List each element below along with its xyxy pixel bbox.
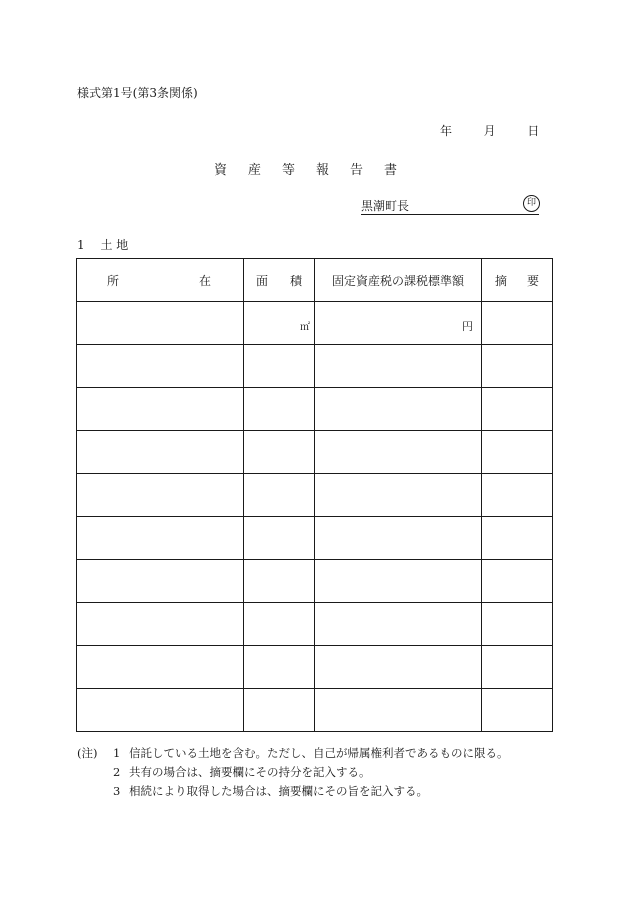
land-assets-table [76,258,553,732]
cell-location[interactable] [77,517,244,560]
header-area [244,259,315,302]
notes-section [77,744,509,801]
cell-tax-value[interactable] [315,560,482,603]
header-remarks [482,259,553,302]
cell-location[interactable] [77,646,244,689]
note-text: 信託している土地を含む。ただし、自己が帰属権利者であるものに限る。 [129,746,509,760]
header-area-a: 面 [256,273,269,288]
table-row [77,345,553,388]
seal-mark: 印 [523,195,540,212]
date-month-label: 月 [483,124,496,138]
table-row [77,388,553,431]
table-header-row [77,259,553,302]
cell-tax-value[interactable] [315,345,482,388]
cell-remarks[interactable] [482,560,553,603]
unit-yen: 円 [462,320,473,333]
header-location-a: 所 [107,273,120,288]
cell-area[interactable] [244,345,315,388]
cell-tax-value[interactable] [315,517,482,560]
cell-location[interactable] [77,560,244,603]
cell-remarks[interactable] [482,302,553,345]
cell-remarks[interactable] [482,603,553,646]
cell-tax-value[interactable] [315,388,482,431]
date-day-label: 日 [527,124,540,138]
cell-area[interactable] [244,388,315,431]
date-line [440,122,539,139]
table-row [77,689,553,732]
cell-area[interactable] [244,474,315,517]
table-row [77,431,553,474]
cell-area[interactable] [244,603,315,646]
note-text: 相続により取得した場合は、摘要欄にその旨を記入する。 [129,784,428,798]
section-label: 土 地 [100,238,129,252]
note-number: 2 [113,765,121,779]
header-tax-value: 固定資産税の課税標準額 [315,259,482,302]
note-number: 3 [113,784,121,798]
addressee-line[interactable] [361,196,539,215]
form-reference: 様式第1号(第3条関係) [77,86,198,100]
cell-tax-value[interactable] [315,431,482,474]
header-location [77,259,244,302]
header-remarks-a: 摘 [495,273,508,288]
cell-area[interactable] [244,517,315,560]
cell-remarks[interactable] [482,646,553,689]
table-row [77,603,553,646]
cell-tax-value[interactable] [315,302,482,345]
section-number: 1 [77,238,85,252]
header-area-b: 積 [289,273,302,288]
date-year-label: 年 [440,124,453,138]
cell-tax-value[interactable] [315,689,482,732]
note-number: 1 [113,746,121,760]
cell-remarks[interactable] [482,345,553,388]
cell-tax-value[interactable] [315,646,482,689]
table-row [77,560,553,603]
cell-remarks[interactable] [482,431,553,474]
cell-area[interactable] [244,431,315,474]
section-heading [77,236,128,253]
cell-area[interactable] [244,646,315,689]
table-row [77,517,553,560]
header-remarks-b: 要 [526,273,539,288]
cell-area[interactable] [244,689,315,732]
cell-tax-value[interactable] [315,474,482,517]
header-location-b: 在 [198,273,211,288]
cell-location[interactable] [77,603,244,646]
cell-remarks[interactable] [482,388,553,431]
cell-remarks[interactable] [482,474,553,517]
cell-location[interactable] [77,689,244,732]
table-row [77,646,553,689]
notes-prefix: (注) [77,746,98,760]
cell-location[interactable] [77,431,244,474]
cell-location[interactable] [77,388,244,431]
cell-remarks[interactable] [482,689,553,732]
unit-square-meter: ㎡ [300,322,310,333]
document-title: 資産等報告書 [214,163,419,178]
cell-location[interactable] [77,474,244,517]
table-row [77,302,553,345]
cell-remarks[interactable] [482,517,553,560]
note-item [77,763,509,782]
note-item [77,744,509,763]
cell-location[interactable] [77,302,244,345]
cell-location[interactable] [77,345,244,388]
cell-area[interactable] [244,560,315,603]
cell-area[interactable] [244,302,315,345]
table-body [77,302,553,732]
addressee-label: 黒潮町長 [361,199,410,213]
note-text: 共有の場合は、摘要欄にその持分を記入する。 [129,765,371,779]
cell-tax-value[interactable] [315,603,482,646]
note-item [77,782,509,801]
table-row [77,474,553,517]
